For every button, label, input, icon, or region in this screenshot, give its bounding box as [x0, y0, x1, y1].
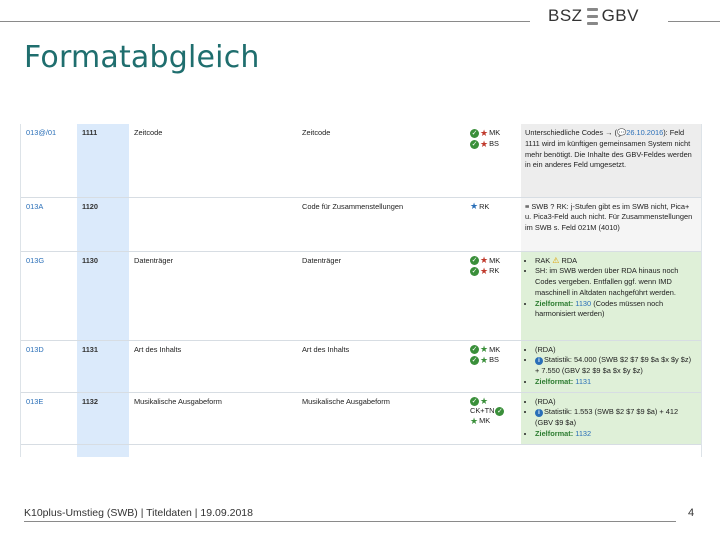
- badge-bs: [470, 355, 516, 366]
- gbv-label: Art des Inhalts: [297, 340, 465, 392]
- badge-label: BS: [489, 138, 499, 148]
- logo-bsz: BSZ: [548, 6, 583, 25]
- star-icon: ★: [480, 138, 489, 149]
- list-item: • SH: im SWB werden über RDA hinaus noch Codes vergeben. Entfallen ggf. wenn IMD maschinell in Altdaten nachgeführt werden.: [535, 266, 696, 298]
- logo-mark-icon: [587, 8, 598, 25]
- badge-mk: [470, 256, 516, 267]
- star-icon: ★: [480, 355, 489, 366]
- swb-label: Zeitcode: [129, 124, 297, 197]
- star-icon: ★: [480, 255, 489, 266]
- list-item: • i Statistik: 54.000 (SWB $2 $7 $9 $a $x $y $z) + 7.550 (GBV $2 $9 $a $x $y $z): [535, 355, 696, 377]
- table-row: [21, 197, 701, 251]
- table-row: [21, 340, 701, 392]
- bsz-gbv-logo: [548, 6, 639, 26]
- check-icon: ✓: [471, 129, 478, 137]
- field-code-link[interactable]: 013D: [21, 340, 77, 392]
- field-code-link[interactable]: 013G: [21, 251, 77, 340]
- note-cell: [521, 340, 701, 392]
- check-icon: ✓: [471, 140, 478, 148]
- note-cell: ≡ SWB ? RK: j-Stufen gibt es im SWB nicht, Pica+ u. Pica3-Feld auch nicht. Für Zusammenstellungen im SWB s. Feld 021M (4010): [521, 197, 701, 251]
- badge-label: MK: [489, 128, 501, 137]
- list-item: • (RDA): [535, 397, 696, 408]
- note-rest: ): Feld 1111 wird im künftigen gemeinsamen System nicht mehr benötigt. Die Inhalte des GBV-Feldes werden in ein anderes Feld umgesetzt.: [525, 128, 692, 170]
- note-cell: [521, 251, 701, 340]
- field-number: 1111: [77, 124, 129, 197]
- badge-rk: [470, 202, 516, 213]
- note-date-link[interactable]: 26.10.2016: [626, 128, 664, 137]
- header-rule-right: [668, 21, 720, 22]
- logo-gbv: GBV: [601, 6, 639, 25]
- format-table: [20, 124, 702, 457]
- warning-icon: ⚠: [552, 255, 560, 265]
- table-row-empty: [21, 444, 701, 457]
- zielformat-link[interactable]: 1131: [575, 376, 592, 386]
- comment-icon: 💬: [617, 128, 627, 137]
- list-item: • RAK ⚠ RDA: [535, 256, 696, 267]
- badge-rk: [470, 266, 516, 277]
- check-icon: ✓: [471, 346, 478, 354]
- field-code-link[interactable]: 013@/01: [21, 124, 77, 197]
- check-icon: ✓: [471, 257, 478, 265]
- badge-ck-tn: [470, 406, 516, 417]
- badge-label: RK: [479, 201, 490, 211]
- status-badges: [465, 340, 521, 392]
- badge-stars: [470, 397, 516, 406]
- list-item: • Zielformat: 1131: [535, 377, 696, 388]
- star-icon: ★: [480, 266, 489, 277]
- badge-label: MK: [489, 255, 501, 265]
- star-icon: ★: [470, 201, 479, 212]
- star-icon: ★: [480, 127, 489, 138]
- status-badges: [465, 124, 521, 197]
- info-icon: i: [535, 409, 543, 417]
- field-number: 1131: [77, 340, 129, 392]
- gbv-label: Datenträger: [297, 251, 465, 340]
- list-item: • Zielformat: 1130 (Codes müssen noch harmonisiert werden): [535, 299, 696, 321]
- list-item: • (RDA): [535, 345, 696, 356]
- badge-label: MK: [479, 416, 491, 426]
- field-code-link[interactable]: 013E: [21, 392, 77, 444]
- gbv-label: Musikalische Ausgabeform: [297, 392, 465, 444]
- status-badges: [465, 251, 521, 340]
- info-icon: i: [535, 357, 543, 365]
- zielformat-link[interactable]: 1132: [575, 429, 592, 439]
- page-number: 4: [688, 507, 695, 519]
- badge-mk: [470, 345, 516, 356]
- swb-label: Datenträger: [129, 251, 297, 340]
- check-icon: ✓: [471, 397, 478, 405]
- swb-label: Art des Inhalts: [129, 340, 297, 392]
- field-number: 1130: [77, 251, 129, 340]
- table-row: [21, 251, 701, 340]
- page-title: Formatabgleich: [24, 40, 260, 75]
- table-row: [21, 124, 701, 197]
- note-text: Unterschiedliche Codes → (: [525, 128, 618, 137]
- zielformat-link[interactable]: 1130: [575, 298, 592, 308]
- badge-mk: [470, 128, 516, 139]
- badge-label: MK: [489, 344, 501, 354]
- header-rule-left: [0, 21, 530, 22]
- badge-label: RK: [489, 266, 500, 276]
- check-icon: ✓: [497, 407, 503, 415]
- swb-label: Musikalische Ausgabeform: [129, 392, 297, 444]
- check-icon: ✓: [471, 357, 478, 365]
- footer-text: K10plus-Umstieg (SWB) | Titeldaten | 19.09.2018: [24, 507, 253, 519]
- note-cell: [521, 392, 701, 444]
- swb-label: [129, 197, 297, 251]
- star-icon: ★: [470, 416, 479, 427]
- badge-mk: [470, 416, 516, 427]
- footer-rule: [24, 521, 676, 522]
- table-row: [21, 392, 701, 444]
- gbv-label: Code für Zusammenstellungen: [297, 197, 465, 251]
- check-icon: ✓: [471, 268, 478, 276]
- badge-label: BS: [489, 355, 499, 365]
- badge-label: CK+TN: [470, 405, 495, 415]
- star-icon: ★: [480, 344, 489, 355]
- status-badges: [465, 392, 521, 444]
- star-icon: ★: [480, 395, 489, 406]
- field-code-link[interactable]: 013A: [21, 197, 77, 251]
- list-item: • i Statistik: 1.553 (SWB $2 $7 $9 $a) + 412 (GBV $9 $a): [535, 407, 696, 429]
- field-number: 1132: [77, 392, 129, 444]
- note-cell: [521, 124, 701, 197]
- status-badges: [465, 197, 521, 251]
- list-item: • Zielformat: 1132: [535, 429, 696, 440]
- gbv-label: Zeitcode: [297, 124, 465, 197]
- field-number: 1120: [77, 197, 129, 251]
- badge-bs: [470, 139, 516, 150]
